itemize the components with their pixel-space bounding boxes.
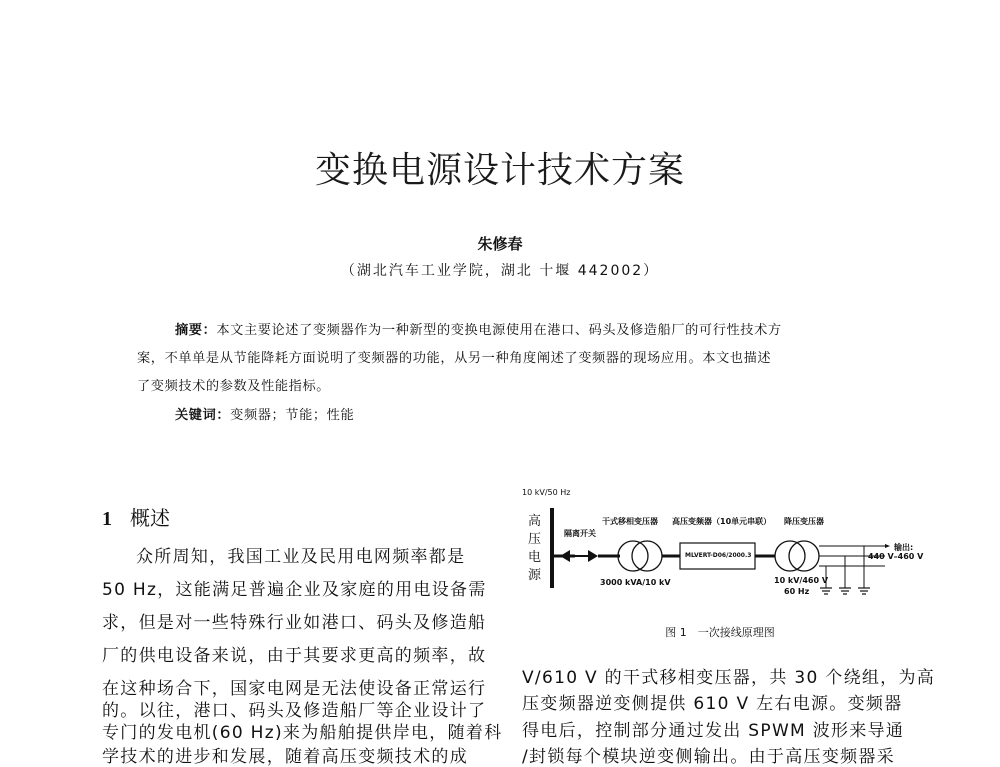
body-line: 求，但是对一些特殊行业如港口、码头及修造船 <box>102 613 487 633</box>
abstract-line-2: 案，不单单是从节能降耗方面说明了变频器的功能，从另一种角度阐述了变频器的现场应用。本文也描述 <box>137 351 772 366</box>
section-title: 概述 <box>130 506 170 530</box>
body-line: 专门的发电机(60 Hz)来为船舶提供岸电，随着科 <box>102 723 503 743</box>
transformer2-freq: 60 Hz <box>784 587 810 596</box>
body-line-right: 得电后，控制部分通过发出 SPWM 波形来导通 <box>522 721 905 741</box>
abstract-label: 摘要： <box>175 323 217 338</box>
body-line-right: V/610 V 的干式移相变压器，共 30 个绕组，为高 <box>522 668 936 688</box>
author-name: 朱修春 <box>477 235 523 253</box>
abstract-line-1 <box>175 319 782 338</box>
body-line: 的。以往，港口、码头及修造船厂等企业设计了 <box>102 701 487 721</box>
keywords-label: 关键词： <box>175 408 231 423</box>
bus-bar <box>550 508 554 588</box>
abstract-text: 本文主要论述了变频器作为一种新型的变换电源使用在港口、码头及修造船厂的可行性技术方 <box>216 323 782 338</box>
inverter-model: MLVERT-D06/2000.3 <box>685 552 752 559</box>
body-line-right: 压变频器逆变侧提供 610 V 左右电源。变频器 <box>522 694 903 714</box>
source-label-4: 源 <box>528 568 542 583</box>
transformer2-label: 降压变压器 <box>784 517 824 526</box>
body-line: 50 Hz，这能满足普遍企业及家庭的用电设备需 <box>102 580 487 600</box>
source-label-1: 高 <box>528 514 542 529</box>
transformer1-label: 干式移相变压器 <box>602 517 658 526</box>
section-number: 1 <box>102 508 112 530</box>
body-line: 众所周知，我国工业及民用电网频率都是 <box>136 547 466 567</box>
keywords <box>175 404 354 423</box>
source-label-2: 压 <box>528 532 542 547</box>
body-line-right: /封锁每个模块逆变侧输出。由于高压变频器采 <box>522 747 896 767</box>
section-heading <box>102 502 170 531</box>
inverter-label: 高压变频器（10单元串联） <box>672 517 772 526</box>
output-range: 440 V–460 V <box>868 552 924 561</box>
body-line: 学技术的进步和发展，随着高压变频技术的成 <box>102 747 468 767</box>
output-label: 输出: <box>894 543 914 552</box>
transformer2-rating: 10 kV/460 V <box>774 576 829 585</box>
switch-label: 隔离开关 <box>564 529 596 538</box>
figure-caption: 图 1 一次接线原理图 <box>665 626 775 639</box>
body-line: 厂的供电设备来说，由于其要求更高的频率，故 <box>102 646 487 666</box>
paper-title: 变换电源设计技术方案 <box>314 150 685 191</box>
source-rating-label: 10 kV/50 Hz <box>522 488 571 497</box>
source-label-3: 电 <box>528 550 542 565</box>
figure-1-diagram <box>520 488 924 603</box>
transformer1-rating: 3000 kVA/10 kV <box>600 578 671 587</box>
keywords-text: 变频器；节能；性能 <box>230 408 355 423</box>
abstract-line-3: 了变频技术的参数及性能指标。 <box>137 379 331 394</box>
wiring-diagram-graphic <box>520 488 920 603</box>
body-line: 在这种场合下，国家电网是无法使设备正常运行 <box>102 679 487 699</box>
author-affiliation: （湖北汽车工业学院，湖北 十堰 442002） <box>340 263 660 279</box>
